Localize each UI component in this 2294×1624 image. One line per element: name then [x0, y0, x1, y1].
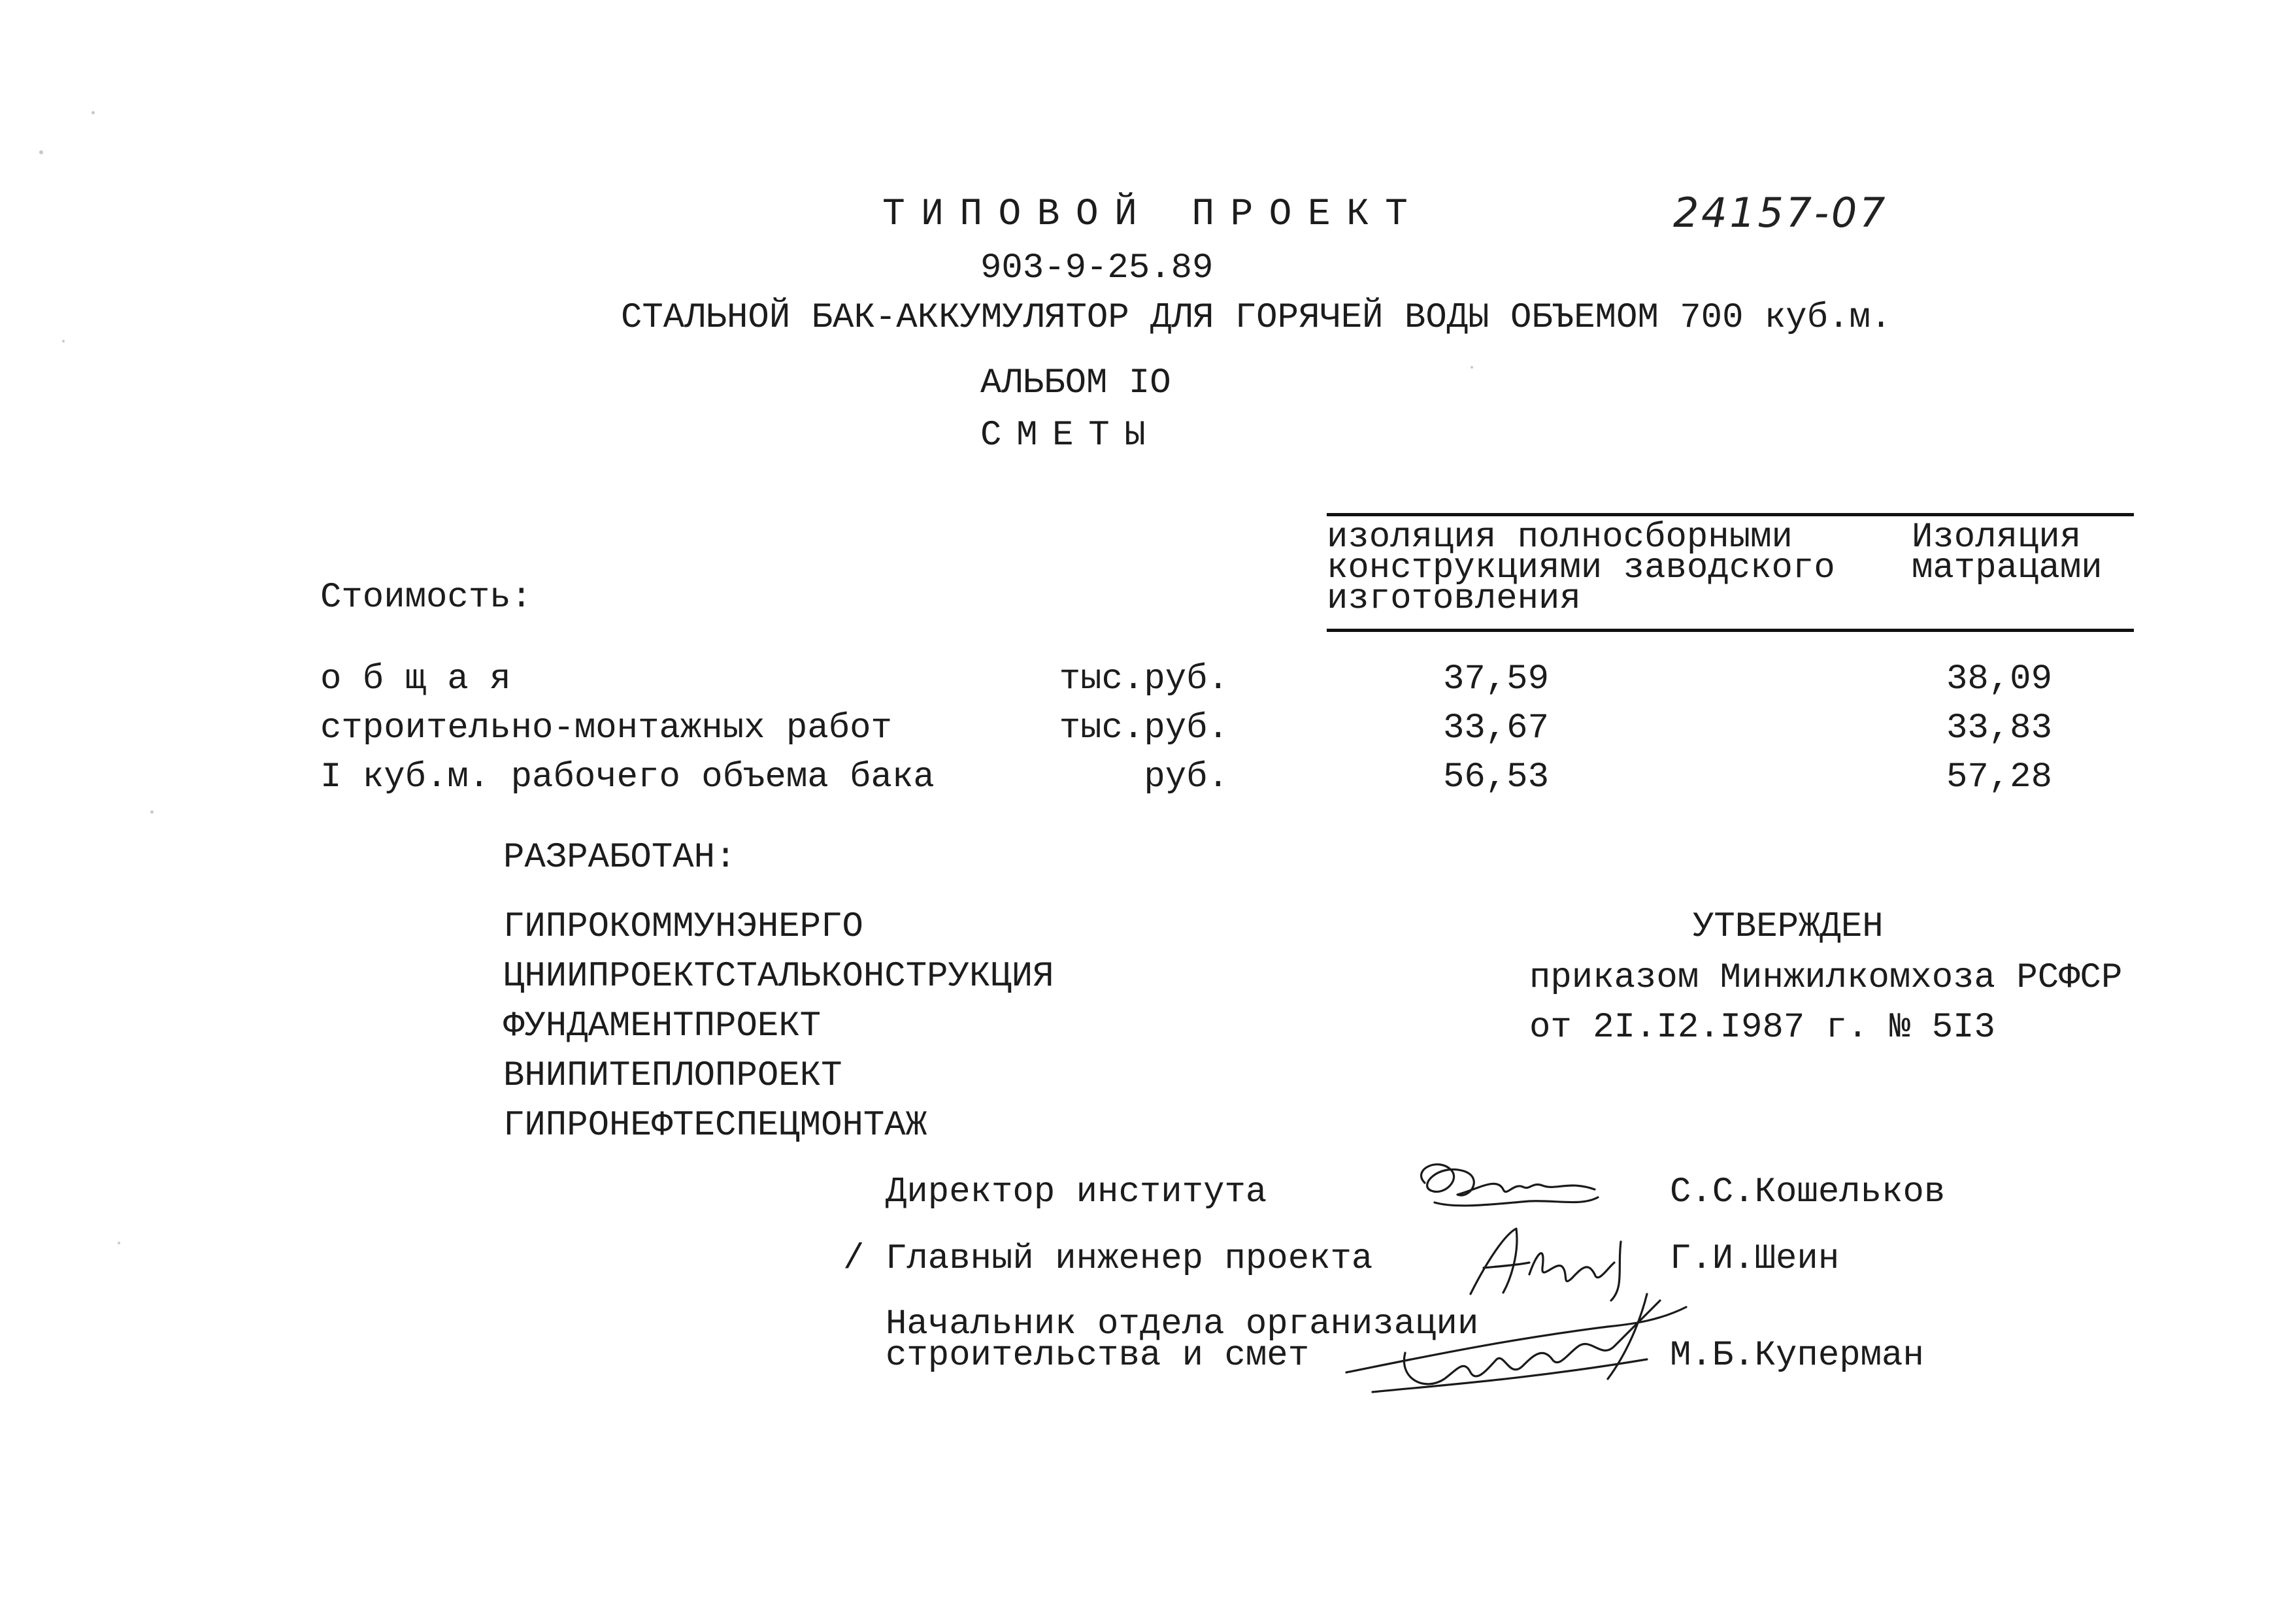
- signer-role: строительства и смет: [886, 1336, 1310, 1376]
- table-header-rule: [1327, 629, 2134, 632]
- organization: ГИПРОКОММУНЭНЕРГО: [503, 907, 863, 947]
- signer-name: С.С.Кошельков: [1670, 1172, 1946, 1212]
- row-value-mattress: 33,83: [1946, 708, 2052, 748]
- row-unit: руб.: [1144, 757, 1229, 797]
- margin-mark: /: [843, 1239, 865, 1279]
- signer-name: Г.И.Шеин: [1670, 1239, 1840, 1279]
- row-value-prefab: 37,59: [1442, 659, 1549, 699]
- organization: ФУНДАМЕНТПРОЕКТ: [503, 1006, 822, 1046]
- section-label: СМЕТЫ: [980, 416, 1161, 456]
- scan-speck: [91, 111, 95, 114]
- column-header-line: матрацами: [1912, 548, 2103, 588]
- developed-label: РАЗРАБОТАН:: [503, 838, 737, 878]
- project-number: 903-9-25.89: [980, 248, 1214, 288]
- row-unit: тыс.руб.: [1059, 659, 1229, 699]
- row-value-mattress: 57,28: [1946, 757, 2052, 797]
- handwritten-number: 24157-07: [1673, 189, 1888, 237]
- approved-line: приказом Минжилкомхоза РСФСР: [1529, 958, 2123, 998]
- doc-title: ТИПОВОЙ ПРОЕКТ: [882, 193, 1424, 236]
- row-value-prefab: 56,53: [1442, 757, 1549, 797]
- organization: ВНИПИТЕПЛОПРОЕКТ: [503, 1056, 842, 1096]
- column-header-line: изоляция полносборными: [1327, 518, 1793, 557]
- table-top-rule: [1327, 513, 2134, 516]
- scan-speck: [62, 340, 65, 342]
- column-header-line: Изоляция: [1912, 518, 2082, 557]
- project-subject: СТАЛЬНОЙ БАК-АККУМУЛЯТОР ДЛЯ ГОРЯЧЕЙ ВОДЫ ОБЪЕМОМ 700 куб.м.: [621, 298, 1892, 338]
- signer-role: Директор института: [886, 1172, 1267, 1212]
- signer-name: М.Б.Куперман: [1670, 1336, 1924, 1376]
- approved-line: от 2I.I2.I987 г. № 5I3: [1529, 1008, 1995, 1048]
- row-name: строительно-монтажных работ: [320, 708, 892, 748]
- signer-role: Начальник отдела организации: [886, 1304, 1479, 1344]
- scan-speck: [150, 810, 154, 814]
- scan-speck: [1471, 366, 1473, 369]
- organization: ГИПРОНЕФТЕСПЕЦМОНТАЖ: [503, 1106, 927, 1146]
- row-unit: тыс.руб.: [1059, 708, 1229, 748]
- cost-label: Стоимость:: [320, 578, 533, 618]
- column-header-line: изготовления: [1327, 579, 1581, 619]
- organization: ЦНИИПРОЕКТСТАЛЬКОНСТРУКЦИЯ: [503, 957, 1054, 997]
- row-name: I куб.м. рабочего объема бака: [320, 757, 935, 797]
- signature-department-head: [1333, 1281, 1699, 1412]
- signer-role: Главный инженер проекта: [886, 1239, 1373, 1279]
- row-value-mattress: 38,09: [1946, 659, 2052, 699]
- scan-speck: [118, 1242, 120, 1244]
- column-header-line: конструкциями заводского: [1327, 548, 1835, 588]
- row-name: о б щ а я: [320, 659, 511, 699]
- album-label: АЛЬБОМ IО: [980, 363, 1171, 403]
- approved-label: УТВЕРЖДЕН: [1693, 907, 1884, 947]
- row-value-prefab: 33,67: [1442, 708, 1549, 748]
- scan-speck: [39, 150, 43, 154]
